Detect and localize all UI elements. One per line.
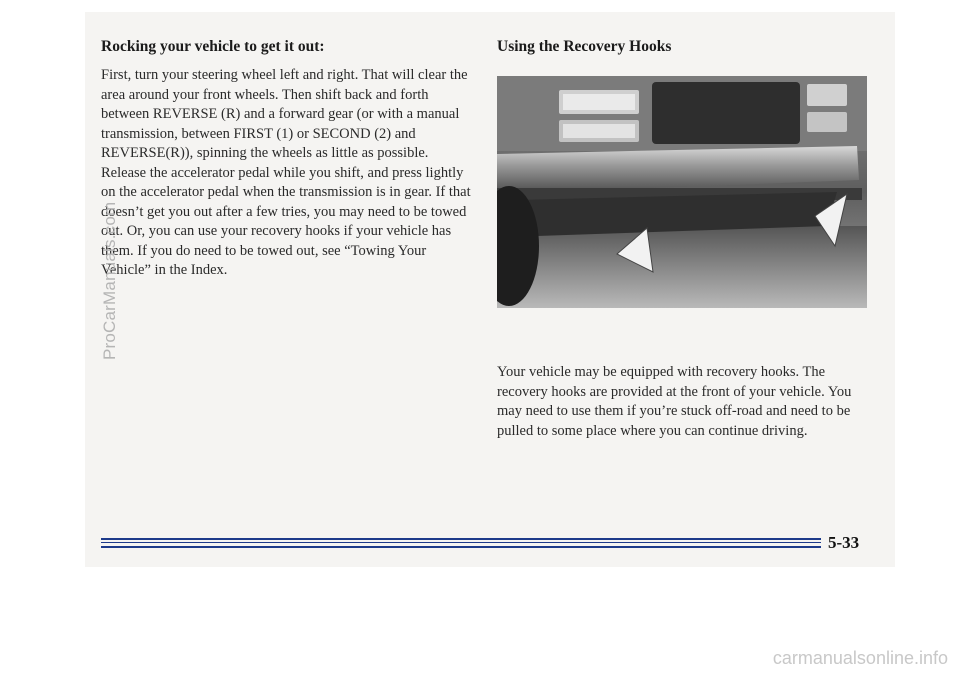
page-number: 5-33	[828, 533, 860, 552]
bottom-watermark: carmanualsonline.info	[772, 648, 948, 668]
truck-front-illustration	[497, 76, 867, 308]
footer-rule	[101, 542, 821, 543]
footer-rules	[101, 538, 821, 550]
recovery-hooks-text: Your vehicle may be equipped with recovery hooks. The recovery hooks are provided at the front of your vehicle. You may need to use them if you’re stuck off-road and need to be pulled to some place where you can continue driving.	[497, 364, 852, 439]
recovery-hooks-heading: Using the Recovery Hooks	[497, 38, 672, 55]
rocking-vehicle-text: First, turn your steering wheel left and right. That will clear the area around your front wheels. Then shift back and forth between REVERSE (R) and a forward gear (or with a manual transmission, between FIRST (1) or SECOND (2) and REVERSE(R)), spinning the wheels as little as possible. Release the accelerator pedal while you shift, and press lightly on the accelerator pedal when the transmission is in gear. If that doesn’t get you out after a few tries, you may need to be towed out. Or, you can use your recovery hooks if your vehicle has them. If you do need to be towed out, see “Towing Your Vehicle” in the Index.	[101, 67, 471, 278]
recovery-hooks-photo	[497, 76, 867, 308]
rocking-vehicle-heading: Rocking your vehicle to get it out:	[101, 38, 325, 55]
footer-rule	[101, 546, 821, 548]
footer-rule	[101, 538, 821, 540]
side-watermark: ProCarManuals.com	[100, 201, 119, 360]
